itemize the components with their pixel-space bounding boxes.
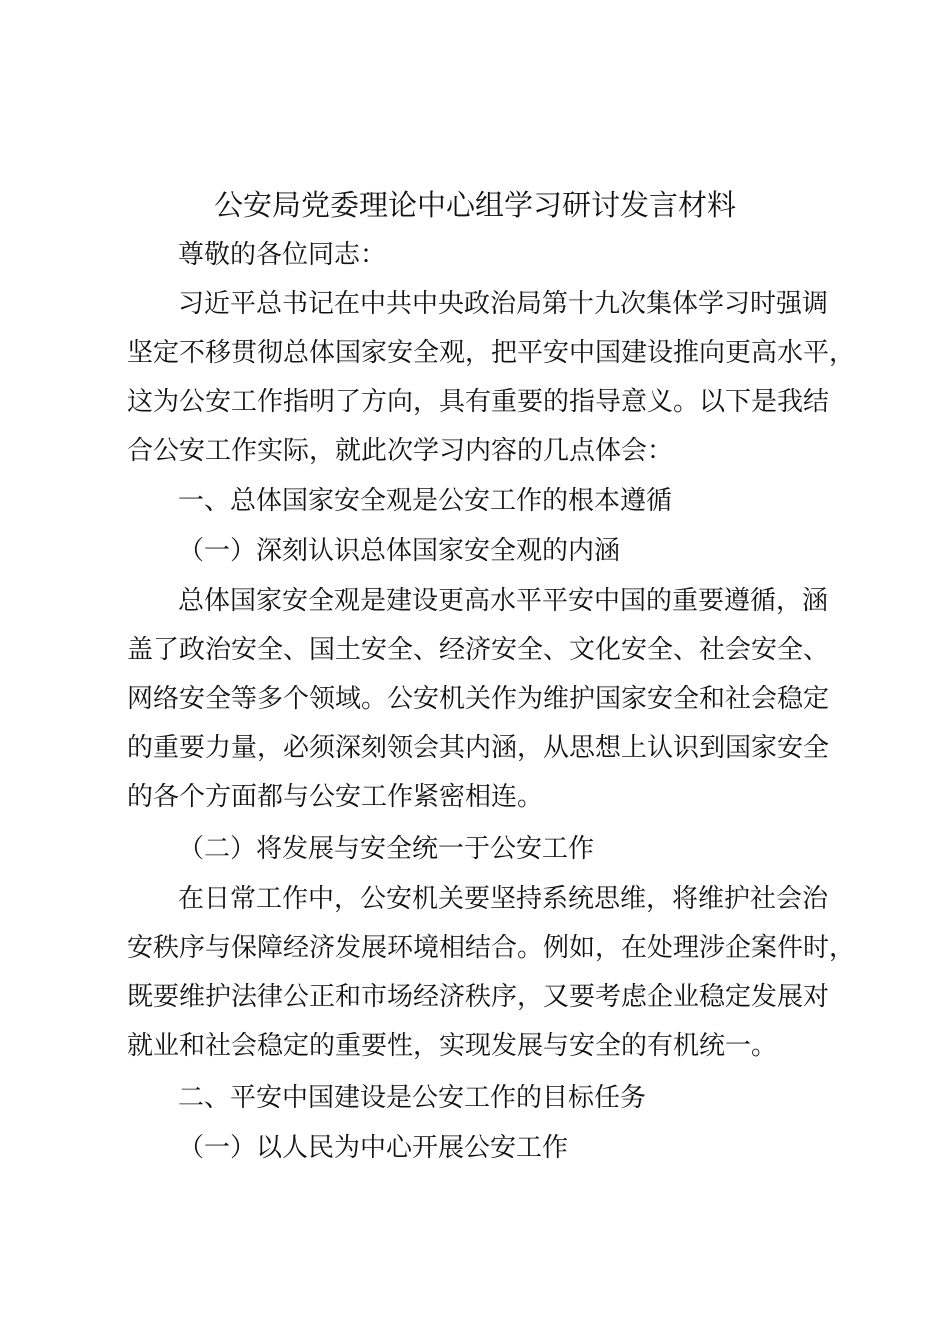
paragraph-line: 这为公安工作指明了方向，具有重要的指导意义。以下是我结	[127, 387, 830, 417]
paragraph-line: 的各个方面都与公安工作紧密相连。	[127, 782, 544, 812]
subsection-heading: （一）深刻认识总体国家安全观的内涵	[178, 536, 621, 566]
paragraph-line: 网络安全等多个领域。公安机关作为维护国家安全和社会稳定	[127, 684, 830, 714]
paragraph-line: 就业和社会稳定的重要性，实现发展与安全的有机统一。	[127, 1031, 778, 1061]
paragraph-line: 既要维护法律公正和市场经济秩序，又要考虑企业稳定发展对	[127, 982, 830, 1012]
subsection-heading: （一）以人民为中心开展公安工作	[178, 1133, 569, 1163]
document-title: 公安局党委理论中心组学习研讨发言材料	[213, 188, 736, 222]
paragraph-line: 安秩序与保障经济发展环境相结合。例如，在处理涉企案件时，	[127, 933, 856, 963]
paragraph-line: 习近平总书记在中共中央政治局第十九次集体学习时强调	[178, 289, 829, 319]
salutation: 尊敬的各位同志：	[178, 240, 387, 270]
section-heading: 二、平安中国建设是公安工作的目标任务	[178, 1083, 647, 1113]
paragraph-line: 合公安工作实际，就此次学习内容的几点体会：	[127, 436, 674, 466]
section-heading: 一、总体国家安全观是公安工作的根本遵循	[178, 486, 673, 516]
paragraph-line: 总体国家安全观是建设更高水平平安中国的重要遵循，涵	[178, 586, 829, 616]
paragraph-line: 的重要力量，必须深刻领会其内涵，从思想上认识到国家安全	[127, 733, 830, 763]
paragraph-line: 坚定不移贯彻总体国家安全观，把平安中国建设推向更高水平，	[127, 338, 856, 368]
subsection-heading: （二）将发展与安全统一于公安工作	[178, 834, 595, 864]
paragraph-line: 在日常工作中，公安机关要坚持系统思维，将维护社会治	[178, 884, 829, 914]
paragraph-line: 盖了政治安全、国土安全、经济安全、文化安全、社会安全、	[127, 635, 830, 665]
